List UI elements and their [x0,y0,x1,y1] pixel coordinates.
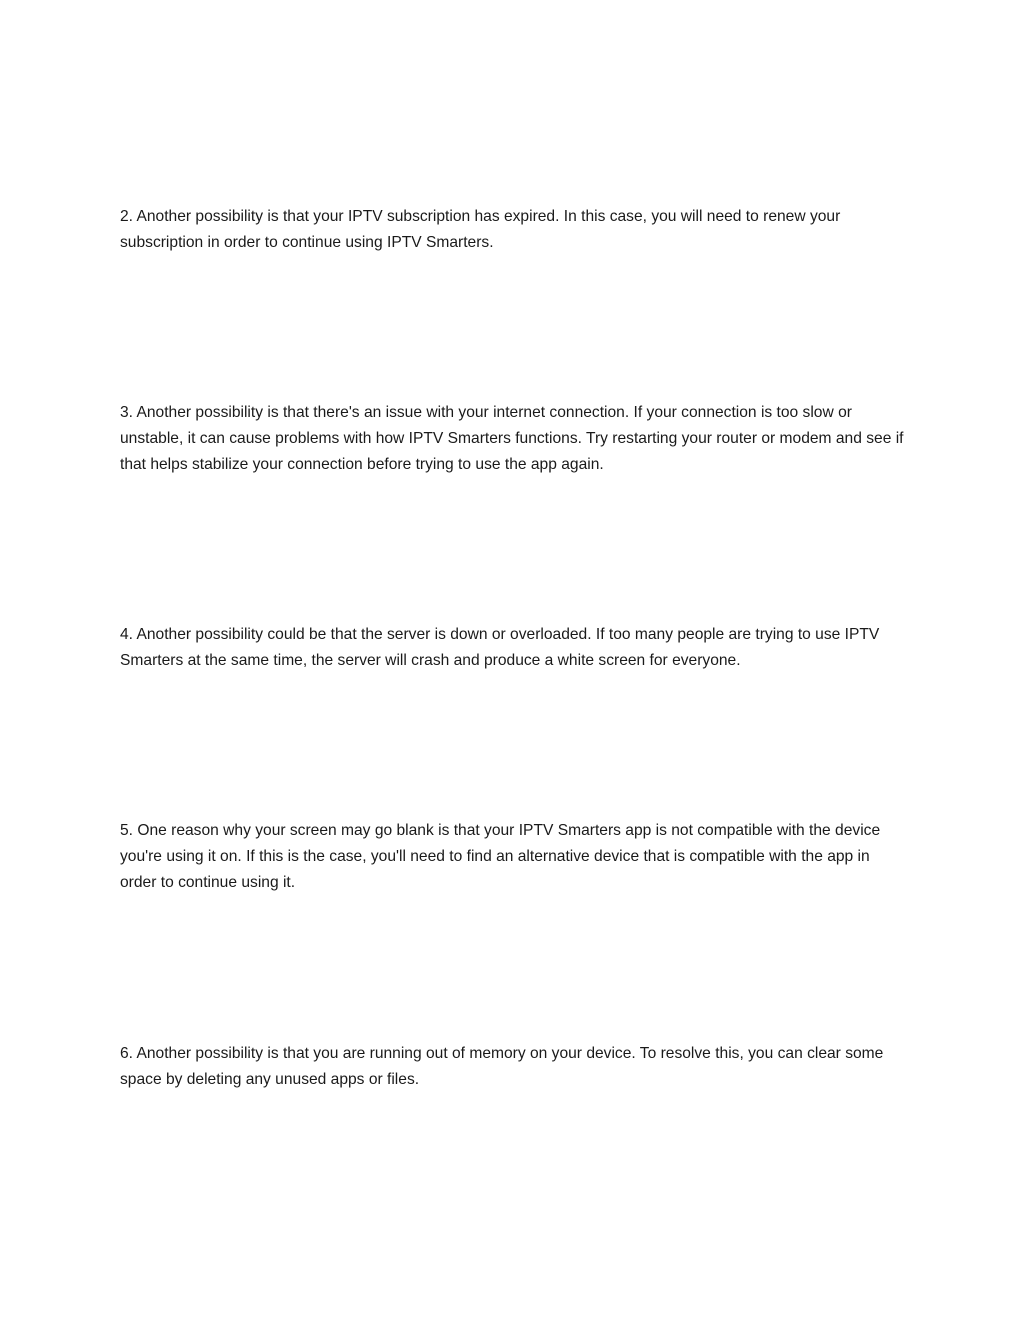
paragraph-device-compatibility: 5. One reason why your screen may go blank is that your IPTV Smarters app is not compatible with the device you're using it on. If this is the case, you'll need to find an alternative device that is compatible with the app in order to continue using it. [120,822,881,891]
paragraph-subscription-expired: 2. Another possibility is that your IPTV subscription has expired. In this case, you will need to renew your subscription in order to continue using IPTV Smarters. [120,208,841,251]
paragraph-internet-connection: 3. Another possibility is that there's an issue with your internet connection. If your connection is too slow or unstable, it can cause problems with how IPTV Smarters functions. Try restarting your router or modem and see if that helps stabilize your connection before trying to use the app again. [120,404,904,473]
paragraph-server-down: 4. Another possibility could be that the server is down or overloaded. If too many people are trying to use IPTV Smarters at the same time, the server will crash and produce a white screen for everyone. [120,626,880,669]
paragraph-device-memory: 6. Another possibility is that you are running out of memory on your device. To resolve this, you can clear some space by deleting any unused apps or files. [120,1045,884,1088]
